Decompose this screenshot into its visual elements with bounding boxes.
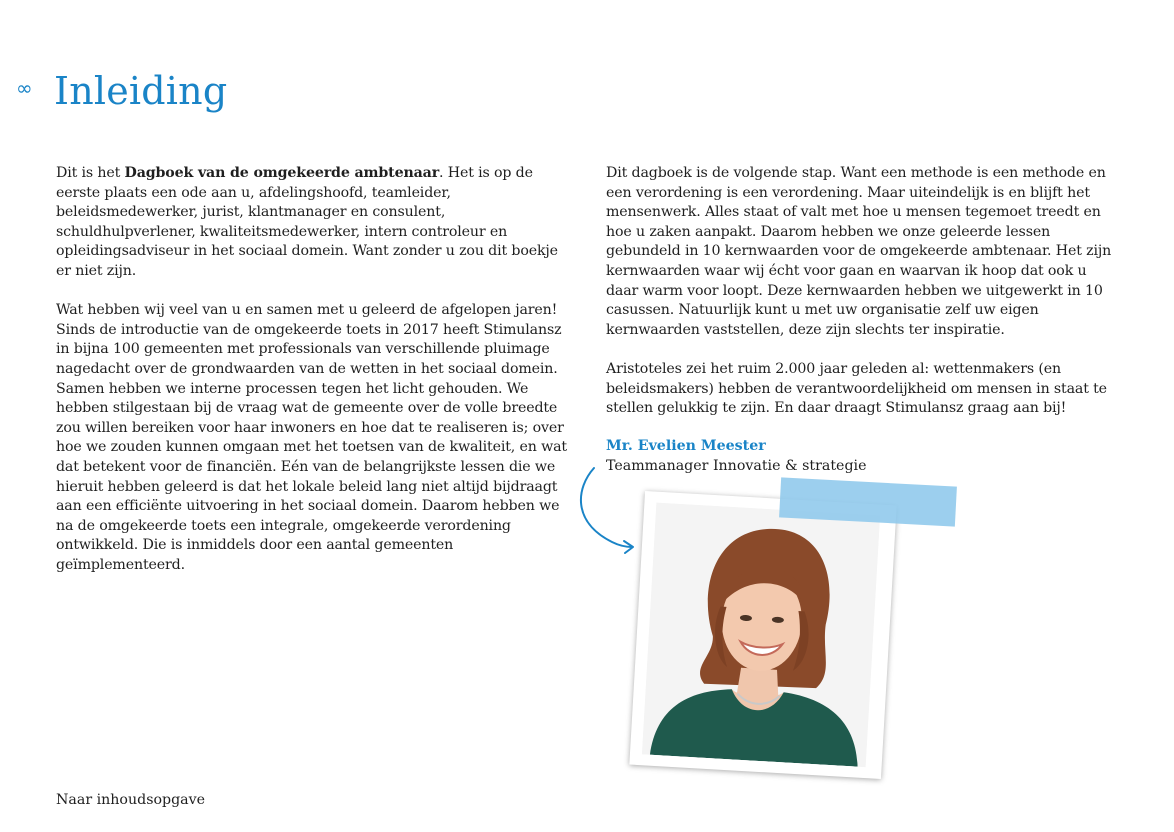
intro-column-right: [606, 164, 1116, 438]
intro-paragraph-1: [56, 164, 576, 282]
intro-paragraph-3: Dit dagboek is de volgende stap. Want een methode is een methode en een verordening is een verordening. Maar uiteindelijk is en blijft het mensenwerk. Alles staat of valt met hoe u mensen tegemoet treedt en hoe u zaken aanpakt. Daarom hebben we onze geleerde lessen gebundeld in 10 kernwaarden voor de omgekeerde ambtenaar. Het zijn kernwaarden waar wij écht voor gaan en waarvan ik hoop dat ook u daar warm voor loopt. Deze kernwaarden hebben we uitgewerkt in 10 casussen. Natuurlijk kunt u met uw organisatie zelf uw eigen kernwaarden vaststellen, deze zijn slechts ter inspiratie.: [606, 165, 1112, 338]
intro-column-left: [56, 164, 576, 595]
table-of-contents-link[interactable]: Naar inhoudsopgave: [56, 792, 206, 808]
book-title: Dagboek van de omgekeerde ambtenaar: [124, 165, 440, 181]
page-title: Inleiding: [54, 69, 228, 113]
intro-paragraph-2: Wat hebben wij veel van u en samen met u geleerd de afgelopen jaren! Sinds de introductie van de omgekeerde toets in 2017 heeft Stimulansz in bijna 100 gemeenten met professionals van verschillende pluimage nagedacht over de grondwaarden van de wetten in het sociaal domein. Samen hebben we interne processen tegen het licht gehouden. We hebben stilgestaan bij de vraag wat de gemeente over de volle breedte zou willen bereiken voor haar inwoners en hoe dat te realiseren is; over hoe we zouden kunnen omgaan met het toetsen van de kwaliteit, en wat dat betekent voor de financiën. Eén van de belangrijkste lessen die we hieruit hebben geleerd is dat het lokale beleid lang niet altijd bijdraagt aan een efficiënte uitvoering in het sociaal domein. Daarom hebben we na de omgekeerde toets een integrale, omgekeerde verordening ontwikkeld. Die is inmiddels door een aantal gemeenten geïmplementeerd.: [56, 302, 567, 573]
author-photo-frame: [629, 491, 896, 779]
intro-paragraph-4: Aristoteles zei het ruim 2.000 jaar geleden al: wettenmakers (en beleidsmakers) hebben de verantwoordelijkheid om mensen in staat te stellen gelukkig te zijn. En daar draagt Stimulansz graag aan bij!: [606, 360, 1107, 417]
curved-arrow-icon: [574, 466, 646, 558]
author-role: Teammanager Innovatie & strategie: [606, 457, 867, 474]
intro-prefix: Dit is het: [56, 165, 125, 181]
intro-rest: . Het is op de eerste plaats een ode aan u, afdelingshoofd, teamleider, beleidsmedewerker, jurist, klantmanager en consulent, schuldhulpverlener, kwaliteitsmedewerker, intern controleur en opleidingsadviseur in het sociaal domein. Want zonder u zou dit boekje er niet zijn.: [56, 165, 558, 279]
infinity-icon: ∞: [16, 76, 33, 100]
author-name: Mr. Evelien Meester: [606, 438, 766, 454]
author-photo: [642, 503, 880, 767]
